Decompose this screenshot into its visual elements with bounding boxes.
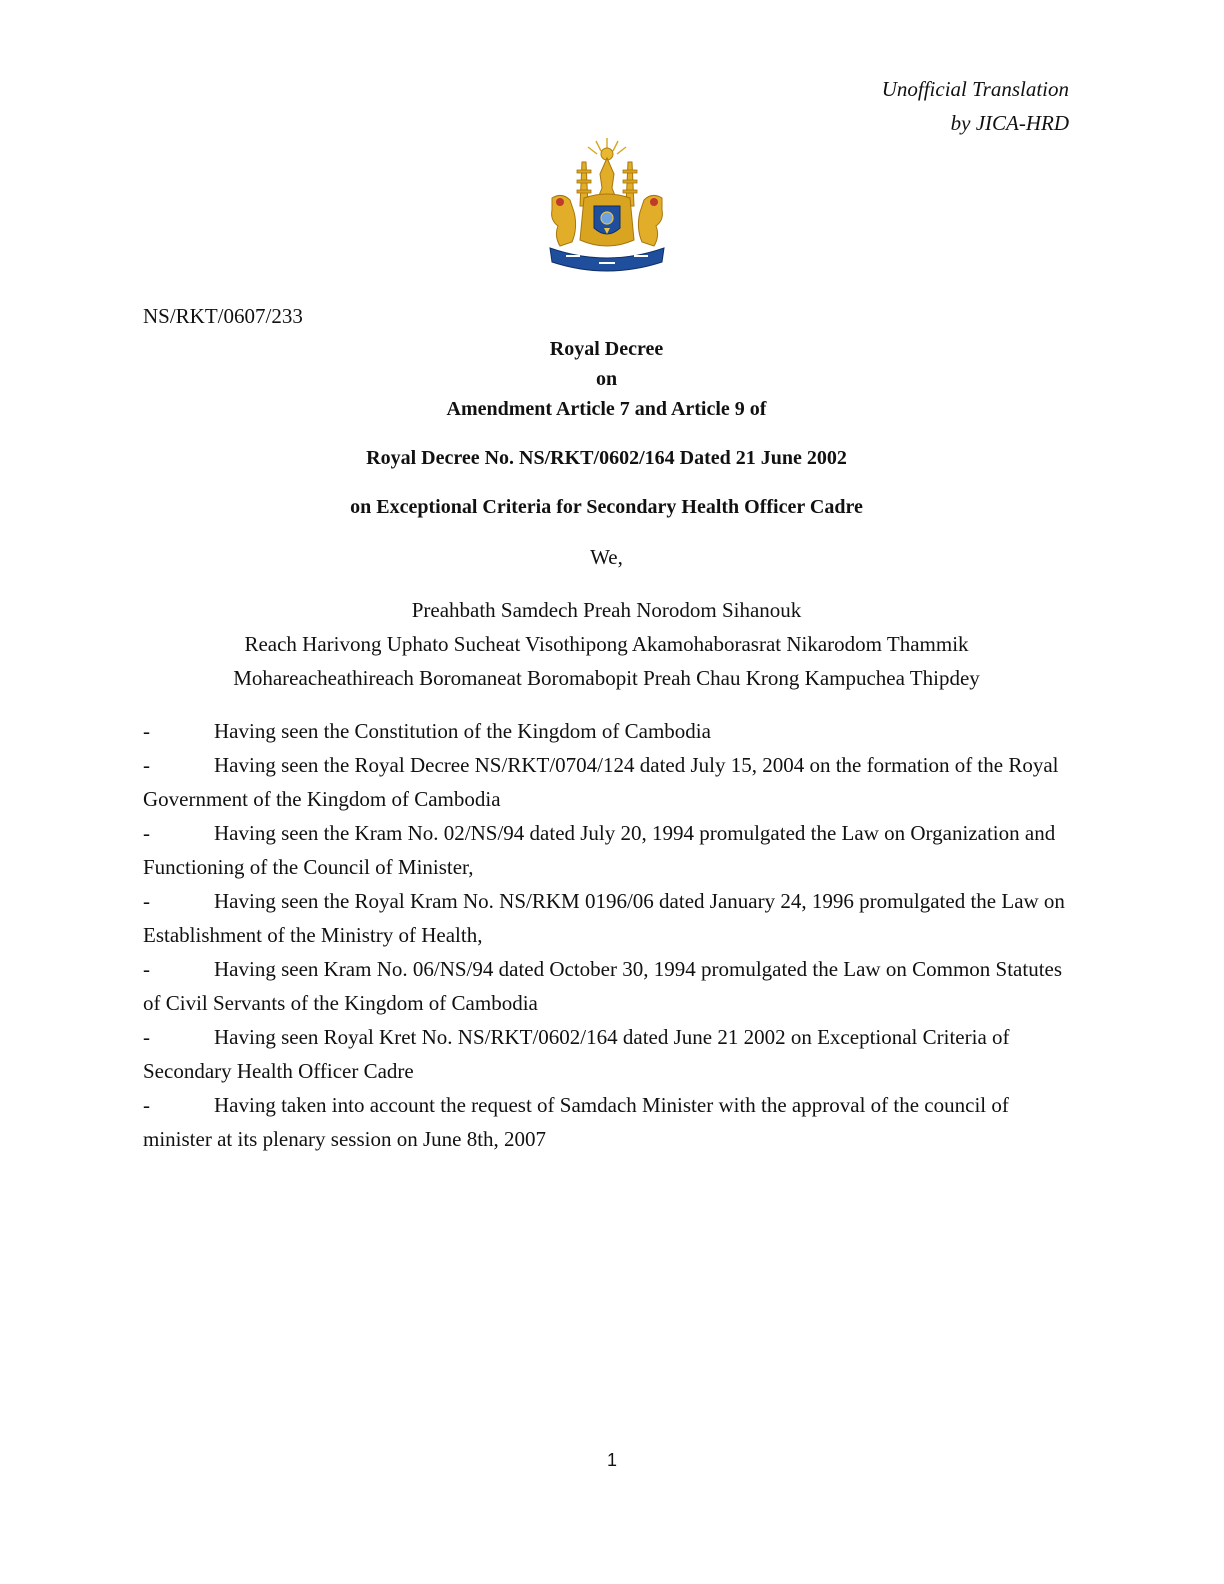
title-line-5: on Exceptional Criteria for Secondary Health Officer Cadre — [350, 496, 863, 518]
consideration-text: Having seen the Kram No. 02/NS/94 dated July 20, 1994 promulgated the Law on Organization and Functioning of the Council of Minister, — [143, 821, 1056, 879]
title-line-1: Royal Decree — [549, 338, 664, 360]
we-line: We, — [590, 545, 623, 569]
consideration-dash: - — [143, 957, 150, 981]
translation-note — [882, 72, 1069, 140]
consideration-dash: - — [143, 821, 150, 845]
king-title-line-2: Reach Harivong Uphato Sucheat Visothipong Akamohaborasrat Nikarodom Thammik — [244, 632, 969, 656]
translation-note-line2: by JICA-HRD — [950, 111, 1069, 135]
title-line-2: on — [595, 368, 618, 390]
consideration-item — [143, 748, 1070, 816]
consideration-text: Having seen the Royal Kram No. NS/RKM 0196/06 dated January 24, 1996 promulgated the Law on Establishment of the Ministry of Health, — [143, 889, 1065, 947]
consideration-dash: - — [143, 1093, 150, 1117]
king-title-block — [143, 593, 1070, 695]
title-line-4: Royal Decree No. NS/RKT/0602/164 Dated 21 June 2002 — [366, 447, 847, 469]
king-title-line-1: Preahbath Samdech Preah Norodom Sihanouk — [411, 598, 802, 622]
consideration-text: Having seen Kram No. 06/NS/94 dated October 30, 1994 promulgated the Law on Common Statutes of Civil Servants of the Kingdom of Cambodia — [143, 957, 1063, 1015]
translation-note-line1: Unofficial Translation — [881, 77, 1069, 101]
king-title-line-3: Mohareacheathireach Boromaneat Boromabopit Preah Chau Krong Kampuchea Thipdey — [233, 666, 980, 690]
document-reference-number: NS/RKT/0607/233 — [143, 304, 303, 328]
consideration-text: Having taken into account the request of Samdach Minister with the approval of the council of minister at its plenary session on June 8th, 2007 — [143, 1093, 1009, 1151]
consideration-item — [143, 1088, 1070, 1156]
consideration-dash: - — [143, 719, 150, 743]
consideration-text: Having seen the Royal Decree NS/RKT/0704/124 dated July 15, 2004 on the formation of the Royal Government of the Kingdom of Cambodia — [143, 753, 1059, 811]
consideration-dash: - — [143, 889, 150, 913]
consideration-dash: - — [143, 753, 150, 777]
royal-coat-of-arms-icon — [544, 136, 670, 278]
consideration-text: Having seen Royal Kret No. NS/RKT/0602/164 dated June 21 2002 on Exceptional Criteria of Secondary Health Officer Cadre — [143, 1025, 1010, 1083]
consideration-item — [143, 1020, 1070, 1088]
document-title — [143, 334, 1070, 424]
consideration-text: Having seen the Constitution of the Kingdom of Cambodia — [214, 719, 711, 743]
considerations-list — [143, 714, 1070, 1156]
consideration-dash: - — [143, 1025, 150, 1049]
consideration-item — [143, 714, 1070, 748]
consideration-item — [143, 952, 1070, 1020]
page-number: 1 — [606, 1450, 617, 1470]
title-line-3: Amendment Article 7 and Article 9 of — [446, 398, 767, 420]
consideration-item — [143, 884, 1070, 952]
consideration-item — [143, 816, 1070, 884]
